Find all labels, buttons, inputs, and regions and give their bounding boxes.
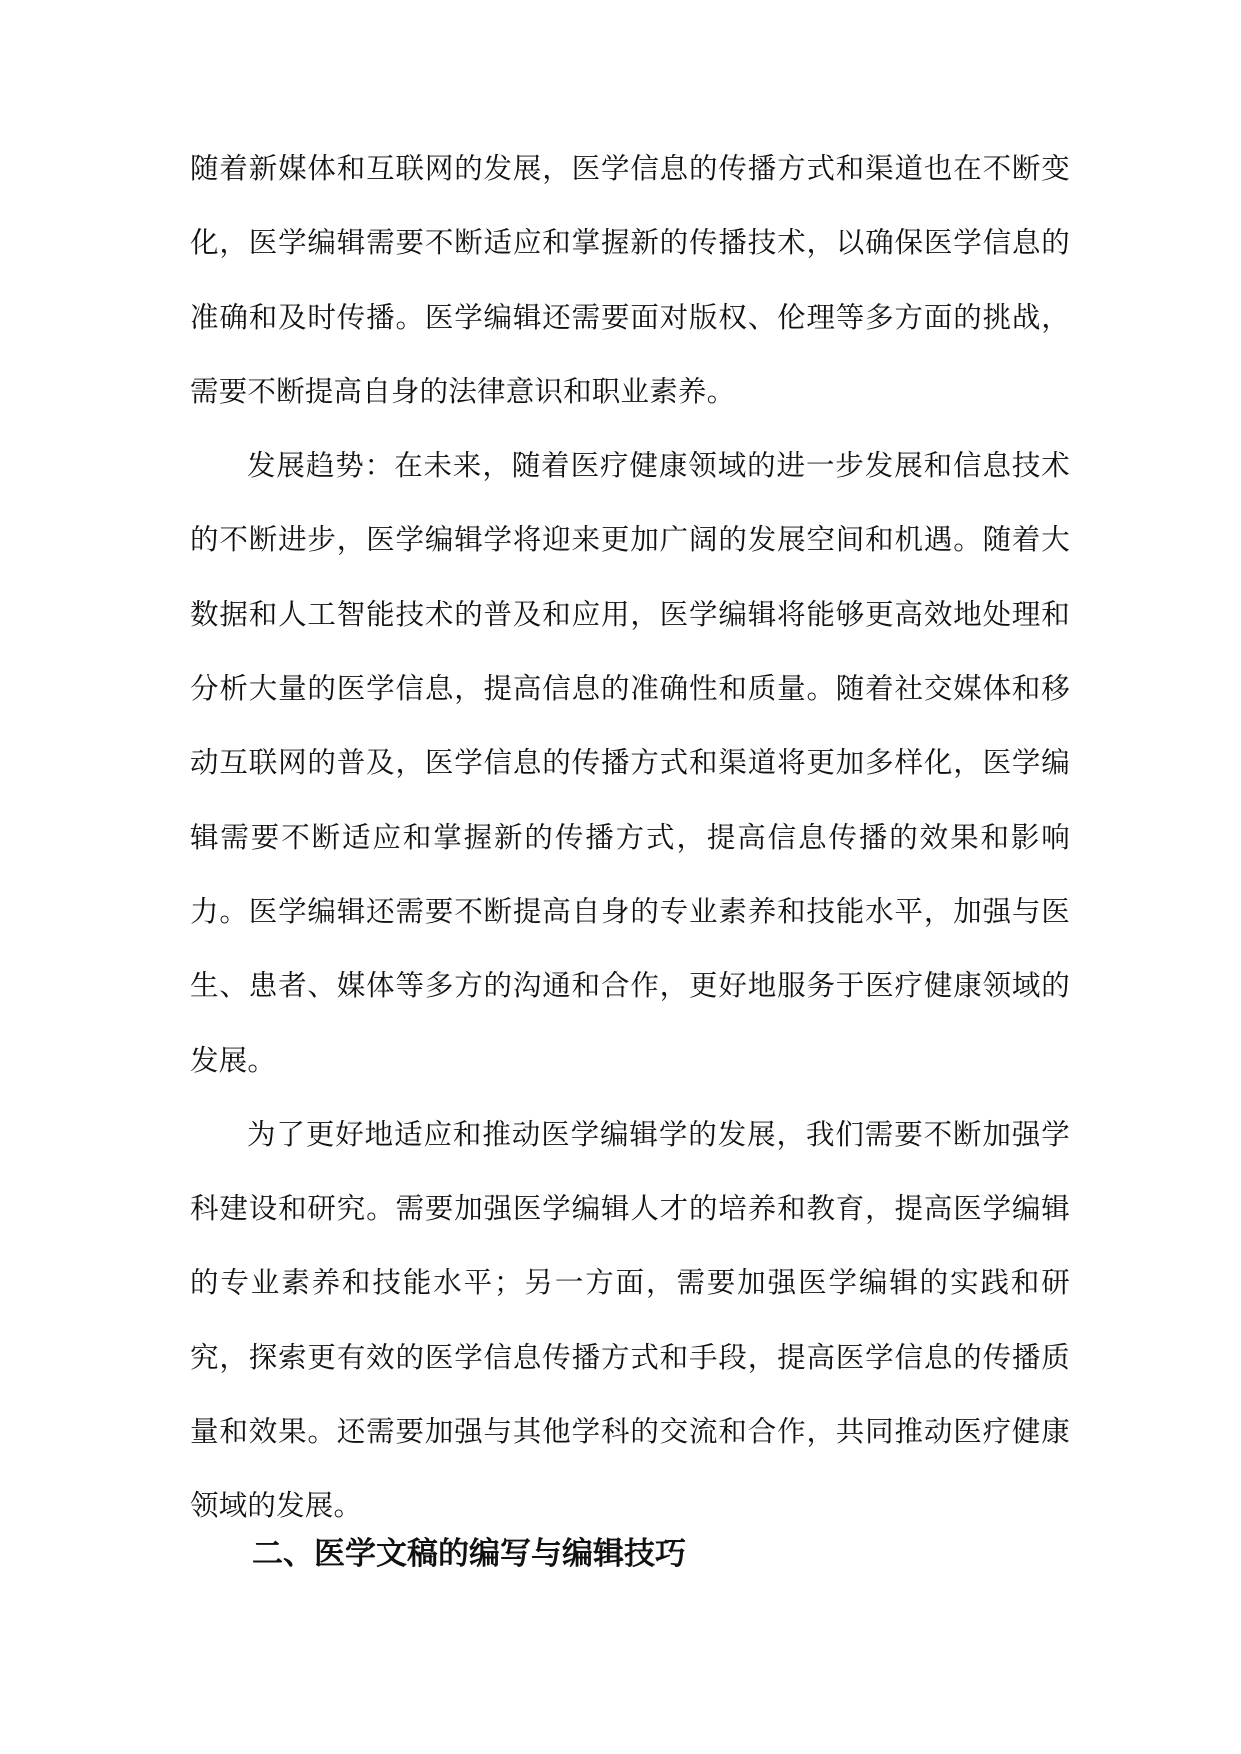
paragraph-continuation: 随着新媒体和互联网的发展，医学信息的传播方式和渠道也在不断变化，医学编辑需要不断适应和掌握新的传播技术，以确保医学信息的准确和及时传播。医学编辑还需要面对版权、伦理等多方面的挑战，需要不断提高自身的法律意识和职业素养。 [190, 152, 1070, 408]
paragraph-development-trends: 发展趋势：在未来，随着医疗健康领域的进一步发展和信息技术的不断进步，医学编辑学将迎来更加广阔的发展空间和机遇。随着大数据和人工智能技术的普及和应用，医学编辑将能够更高效地处理和分析大量的医学信息，提高信息的准确性和质量。随着社交媒体和移动互联网的普及，医学信息的传播方式和渠道将更加多样化，医学编辑需要不断适应和掌握新的传播方式，提高信息传播的效果和影响力。医学编辑还需要不断提高自身的专业素养和技能水平，加强与医生、患者、媒体等多方的沟通和合作，更好地服务于医疗健康领域的发展。 [190, 449, 1070, 1077]
body-text [190, 132, 1070, 1544]
section-heading: 二、医学文稿的编写与编辑技巧 [252, 1536, 686, 1572]
paragraph-discipline-building: 为了更好地适应和推动医学编辑学的发展，我们需要不断加强学科建设和研究。需要加强医学编辑人才的培养和教育，提高医学编辑的专业素养和技能水平；另一方面，需要加强医学编辑的实践和研究，探索更有效的医学信息传播方式和手段，提高医学信息的传播质量和效果。还需要加强与其他学科的交流和合作，共同推动医疗健康领域的发展。 [190, 1117, 1070, 1523]
